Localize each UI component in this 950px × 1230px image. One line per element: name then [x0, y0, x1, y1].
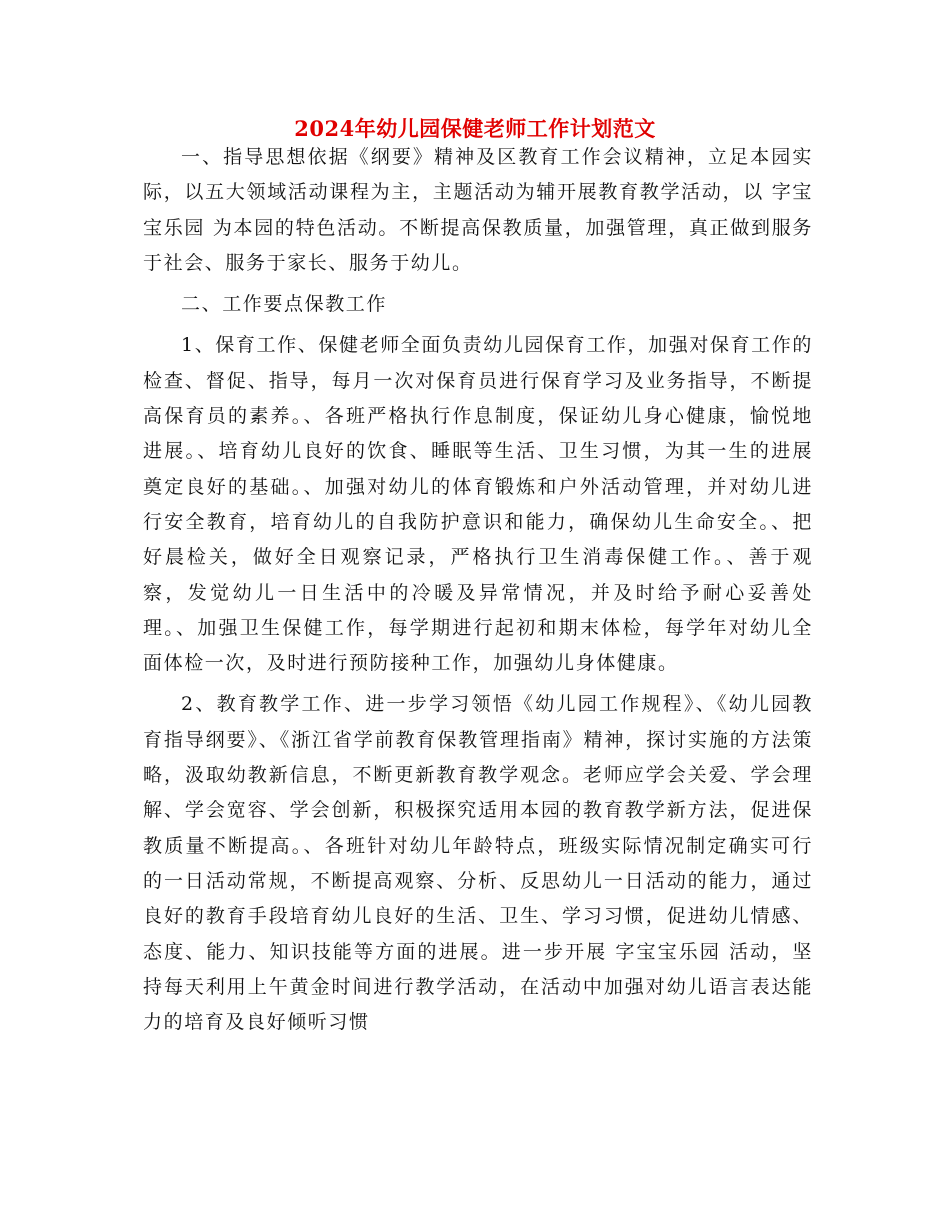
- paragraph-work-points-heading: 二、工作要点保教工作: [181, 293, 388, 316]
- paragraph-teaching-work: 2、教育教学工作、进一步学习领悟《幼儿园工作规程》、《幼儿园教育指导纲要》、《浙江省学前教育保教管理指南》精神，探讨实施的方法策略，汲取幼教新信息，不断更新教育教学观念。老师应学会关爱、学会理解、学会宽容、学会创新，积极探究适用本园的教育教学新方法，促进保教质量不断提高。、各班针对幼儿年龄特点，班级实际情况制定确实可行的一日活动常规，不断提高观察、分析、反思幼儿一日活动的能力，通过良好的教育手段培育幼儿良好的生活、卫生、学习习惯，促进幼儿情感、态度、能力、知识技能等方面的进展。进一步开展 字宝宝乐园 活动，坚持每天利用上午黄金时间进行教学活动，在活动中加强对幼儿语言表达能力的培育及良好倾听习惯: [143, 693, 813, 1034]
- paragraph-guiding-ideology: 一、指导思想依据《纲要》精神及区教育工作会议精神，立足本园实际，以五大领域活动课程为主，主题活动为辅开展教育教学活动，以 字宝宝乐园 为本园的特色活动。不断提高保教质量，加强管理，真正做到服务于社会、服务于家长、服务于幼儿。: [143, 146, 813, 274]
- paragraph-care-work: 1、保育工作、保健老师全面负责幼儿园保育工作，加强对保育工作的检查、督促、指导，每月一次对保育员进行保育学习及业务指导，不断提高保育员的素养。、各班严格执行作息制度，保证幼儿身心健康，愉悦地进展。、培育幼儿良好的饮食、睡眠等生活、卫生习惯，为其一生的进展奠定良好的基础。、加强对幼儿的体育锻炼和户外活动管理，并对幼儿进行安全教育，培育幼儿的自我防护意识和能力，确保幼儿生命安全。、把好晨检关，做好全日观察记录，严格执行卫生消毒保健工作。、善于观察，发觉幼儿一日生活中的冷暖及异常情况，并及时给予耐心妥善处理。、加强卫生保健工作，每学期进行起初和期末体检，每学年对幼儿全面体检一次，及时进行预防接种工作，加强幼儿身体健康。: [143, 334, 813, 675]
- document-title: 2024年幼儿园保健老师工作计划范文: [294, 116, 656, 141]
- document-body: [143, 140, 813, 1040]
